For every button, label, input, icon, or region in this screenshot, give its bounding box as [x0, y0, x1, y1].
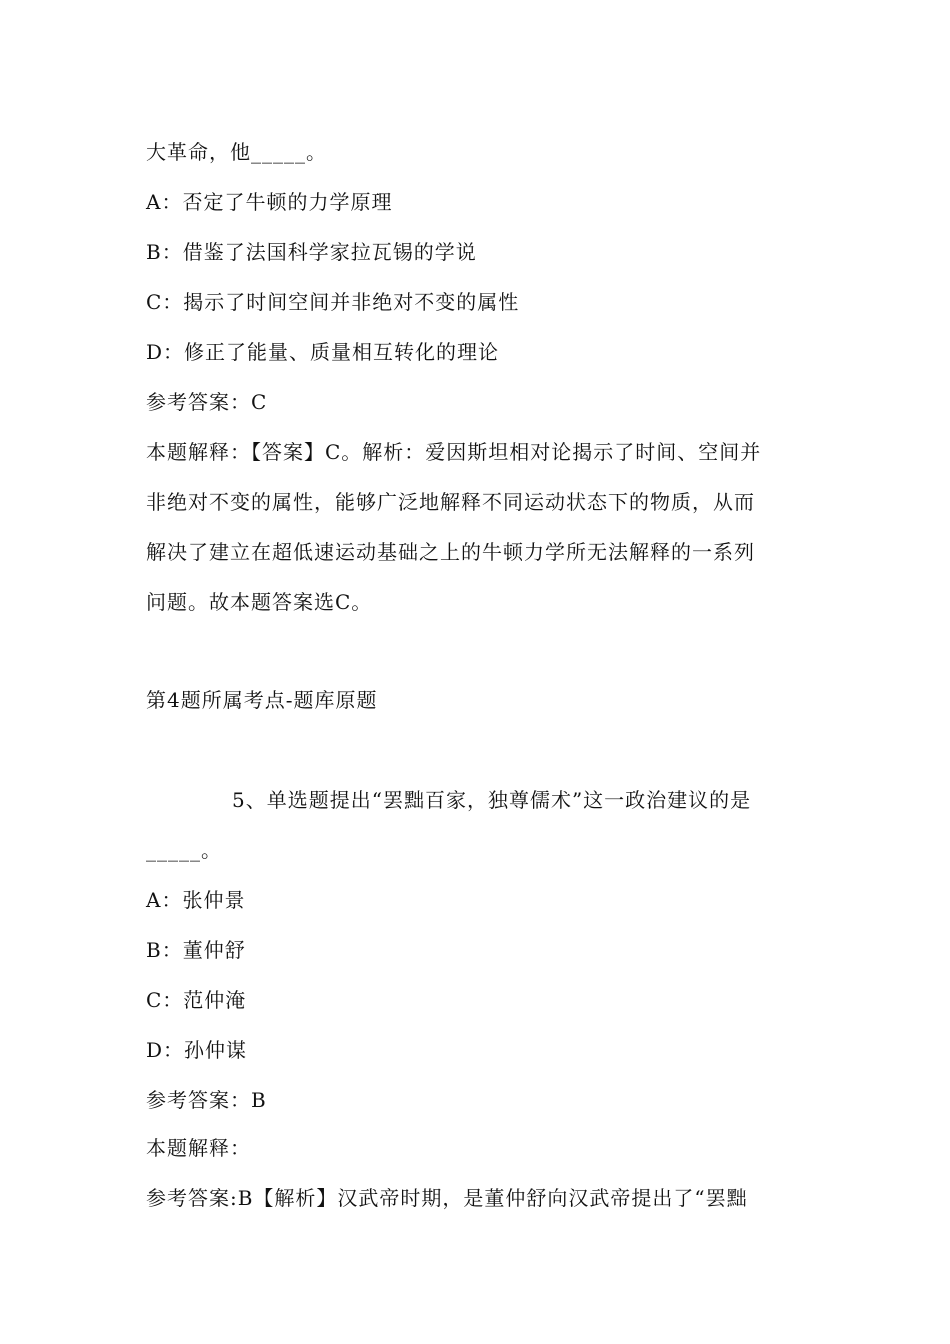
- topic-note: 第4题所属考点-题库原题: [146, 688, 378, 712]
- q5-option-a: A：张仲景: [146, 888, 246, 912]
- q3-explanation-line-2: 非绝对不变的属性，能够广泛地解释不同运动状态下的物质，从而: [146, 490, 755, 514]
- q3-option-c: C：揭示了时间空间并非绝对不变的属性: [146, 290, 520, 314]
- q5-stem-line-2: _____。: [146, 838, 222, 862]
- q5-option-b: B：董仲舒: [146, 938, 246, 962]
- q5-stem-line-1: 5、单选题提出“罢黜百家，独尊儒术”这一政治建议的是: [232, 788, 752, 812]
- q3-option-d: D：修正了能量、质量相互转化的理论: [146, 340, 500, 364]
- q3-stem-tail: 大革命，他_____。: [146, 140, 327, 164]
- q3-explanation-line-1: 本题解释：【答案】C。解析：爱因斯坦相对论揭示了时间、空间并: [146, 440, 762, 464]
- q3-explanation-line-4: 问题。故本题答案选C。: [146, 590, 373, 614]
- q5-explanation-line-1: 参考答案:B【解析】汉武帝时期，是董仲舒向汉武帝提出了“罢黜: [146, 1186, 748, 1210]
- q5-answer: 参考答案：B: [146, 1088, 267, 1112]
- q3-answer: 参考答案：C: [146, 390, 268, 414]
- q3-option-b: B：借鉴了法国科学家拉瓦锡的学说: [146, 240, 477, 264]
- q5-option-c: C：范仲淹: [146, 988, 247, 1012]
- q5-option-d: D：孙仲谋: [146, 1038, 248, 1062]
- q5-explanation-label: 本题解释：: [146, 1136, 251, 1160]
- q3-explanation-line-3: 解决了建立在超低速运动基础之上的牛顿力学所无法解释的一系列: [146, 540, 755, 564]
- q3-option-a: A：否定了牛顿的力学原理: [146, 190, 393, 214]
